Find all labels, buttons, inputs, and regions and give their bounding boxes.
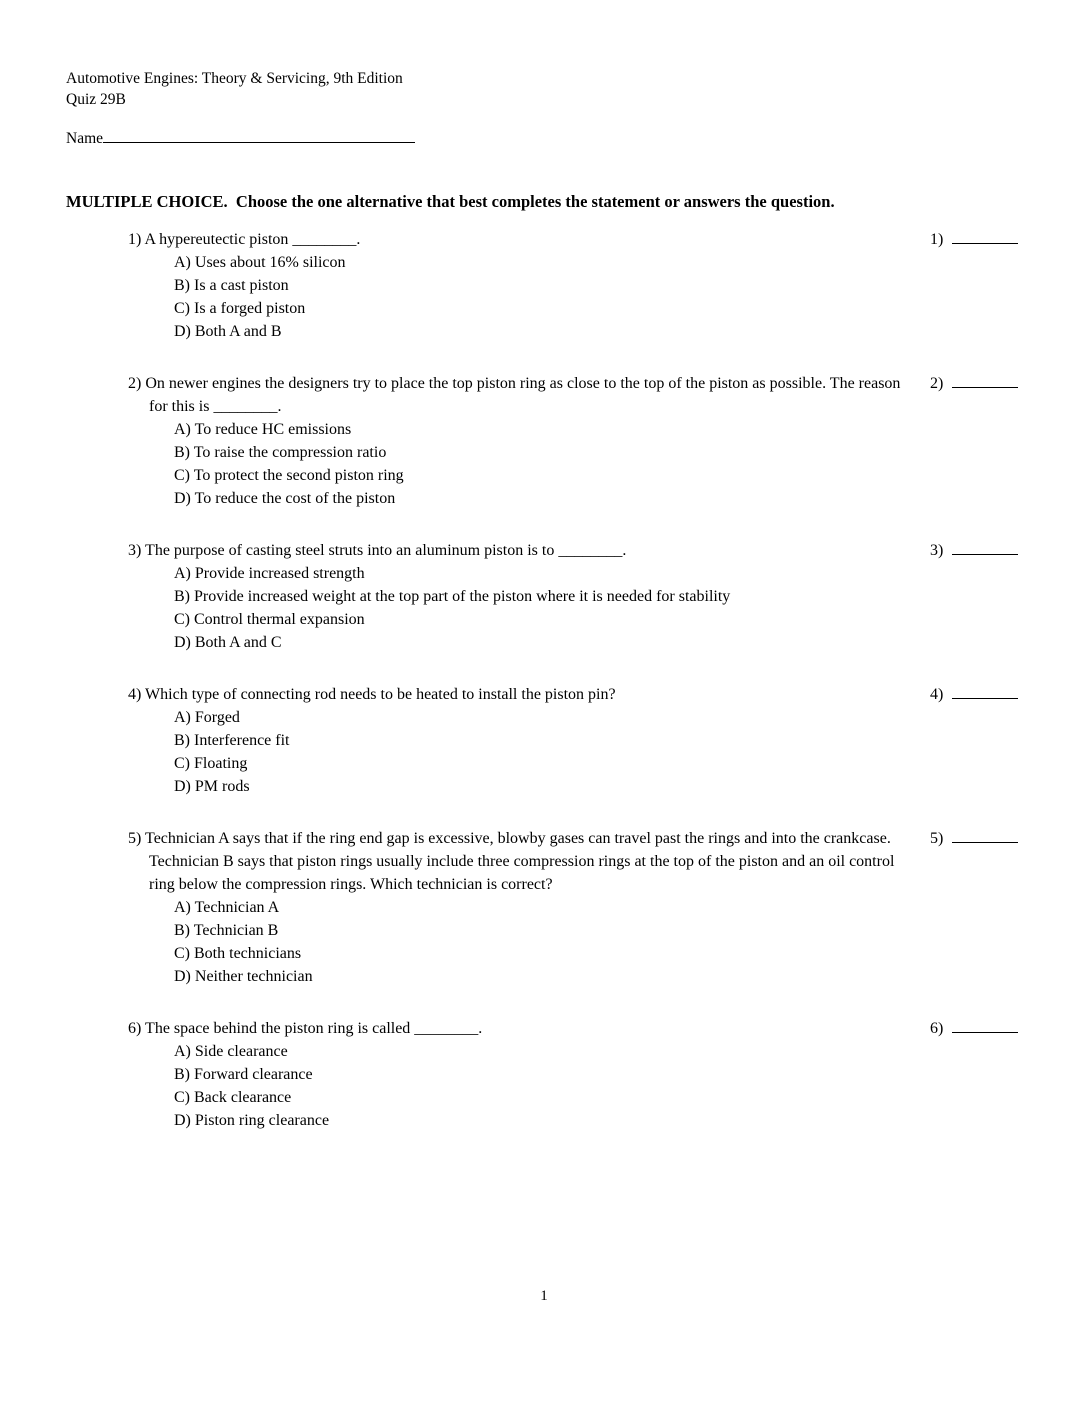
document-header: [66, 68, 1025, 110]
option-item: C) Back clearance: [174, 1089, 292, 1106]
question-text: 6) The space behind the piston ring is called ________.: [128, 1020, 483, 1037]
answer-blank: [952, 827, 1018, 843]
answer-blank: [952, 228, 1018, 244]
option-item: D) Neither technician: [174, 968, 313, 985]
option-item: A) Side clearance: [174, 1043, 288, 1060]
answer-number: 2): [930, 375, 944, 392]
option-item: D) To reduce the cost of the piston: [174, 490, 396, 507]
question-options: [174, 706, 908, 798]
question-block: [128, 228, 1025, 343]
question-block: [128, 1017, 1025, 1132]
answer-blank: [952, 1017, 1018, 1033]
answer-blank: [952, 539, 1018, 555]
answer-number: 1): [930, 231, 944, 248]
question-number: 5): [128, 830, 142, 847]
answer-slot: [930, 827, 1025, 850]
option-item: A) To reduce HC emissions: [174, 421, 352, 438]
option-item: C) Both technicians: [174, 945, 302, 962]
question-options: [174, 1040, 908, 1132]
question-number: 3): [128, 542, 142, 559]
question-text: 5) Technician A says that if the ring end gap is excessive, blowby gases can travel past the rings and into the crankcase. Technician B says that piston rings usually include three compression rings at the top of the piston and an oil control ring below the compression rings. Which technician is correct?: [128, 830, 895, 893]
option-item: B) Provide increased weight at the top part of the piston where it is needed for stability: [174, 588, 731, 605]
option-item: B) Technician B: [174, 922, 279, 939]
question-text: 3) The purpose of casting steel struts into an aluminum piston is to ________.: [128, 542, 627, 559]
question-block: [128, 827, 1025, 988]
answer-number: 3): [930, 542, 944, 559]
answer-slot: [930, 539, 1025, 562]
question-number: 6): [128, 1020, 142, 1037]
questions-list: [128, 228, 1025, 1132]
option-item: D) Both A and C: [174, 634, 282, 651]
question-number: 2): [128, 375, 142, 392]
option-item: A) Technician A: [174, 899, 280, 916]
name-blank: [103, 128, 415, 143]
answer-slot: [930, 1017, 1025, 1040]
question-number: 4): [128, 686, 142, 703]
answer-slot: [930, 683, 1025, 706]
answer-blank: [952, 683, 1018, 699]
question-options: [174, 896, 908, 988]
name-row: [66, 128, 1025, 149]
option-item: A) Uses about 16% silicon: [174, 254, 346, 271]
question-number: 1): [128, 231, 142, 248]
option-item: C) To protect the second piston ring: [174, 467, 404, 484]
page-number: 1: [540, 1288, 548, 1304]
answer-slot: [930, 228, 1025, 251]
option-item: B) Forward clearance: [174, 1066, 313, 1083]
option-item: A) Provide increased strength: [174, 565, 365, 582]
question-block: [128, 683, 1025, 798]
question-options: [174, 418, 908, 510]
option-item: C) Is a forged piston: [174, 300, 306, 317]
option-item: D) PM rods: [174, 778, 250, 795]
answer-blank: [952, 372, 1018, 388]
option-item: C) Floating: [174, 755, 248, 772]
option-item: D) Both A and B: [174, 323, 282, 340]
question-block: [128, 539, 1025, 654]
question-options: [174, 251, 908, 343]
answer-number: 5): [930, 830, 944, 847]
option-item: B) Is a cast piston: [174, 277, 289, 294]
answer-number: 4): [930, 686, 944, 703]
option-item: B) Interference fit: [174, 732, 290, 749]
question-text: 2) On newer engines the designers try to place the top piston ring as close to the top of the piston as possible. The reason for this is ________.: [128, 375, 901, 415]
question-block: [128, 372, 1025, 510]
question-options: [174, 562, 908, 654]
option-item: D) Piston ring clearance: [174, 1112, 330, 1129]
document-title: Automotive Engines: Theory & Servicing, 9th Edition: [66, 70, 403, 87]
option-item: B) To raise the compression ratio: [174, 444, 387, 461]
quiz-subtitle: Quiz 29B: [66, 91, 126, 108]
section-heading: MULTIPLE CHOICE. Choose the one alternative that best completes the statement or answers the question.: [66, 192, 835, 211]
name-label: Name: [66, 130, 104, 147]
answer-number: 6): [930, 1020, 944, 1037]
option-item: C) Control thermal expansion: [174, 611, 365, 628]
question-text: 4) Which type of connecting rod needs to be heated to install the piston pin?: [128, 686, 616, 703]
answer-slot: [930, 372, 1025, 395]
option-item: A) Forged: [174, 709, 240, 726]
question-text: 1) A hypereutectic piston ________.: [128, 231, 361, 248]
